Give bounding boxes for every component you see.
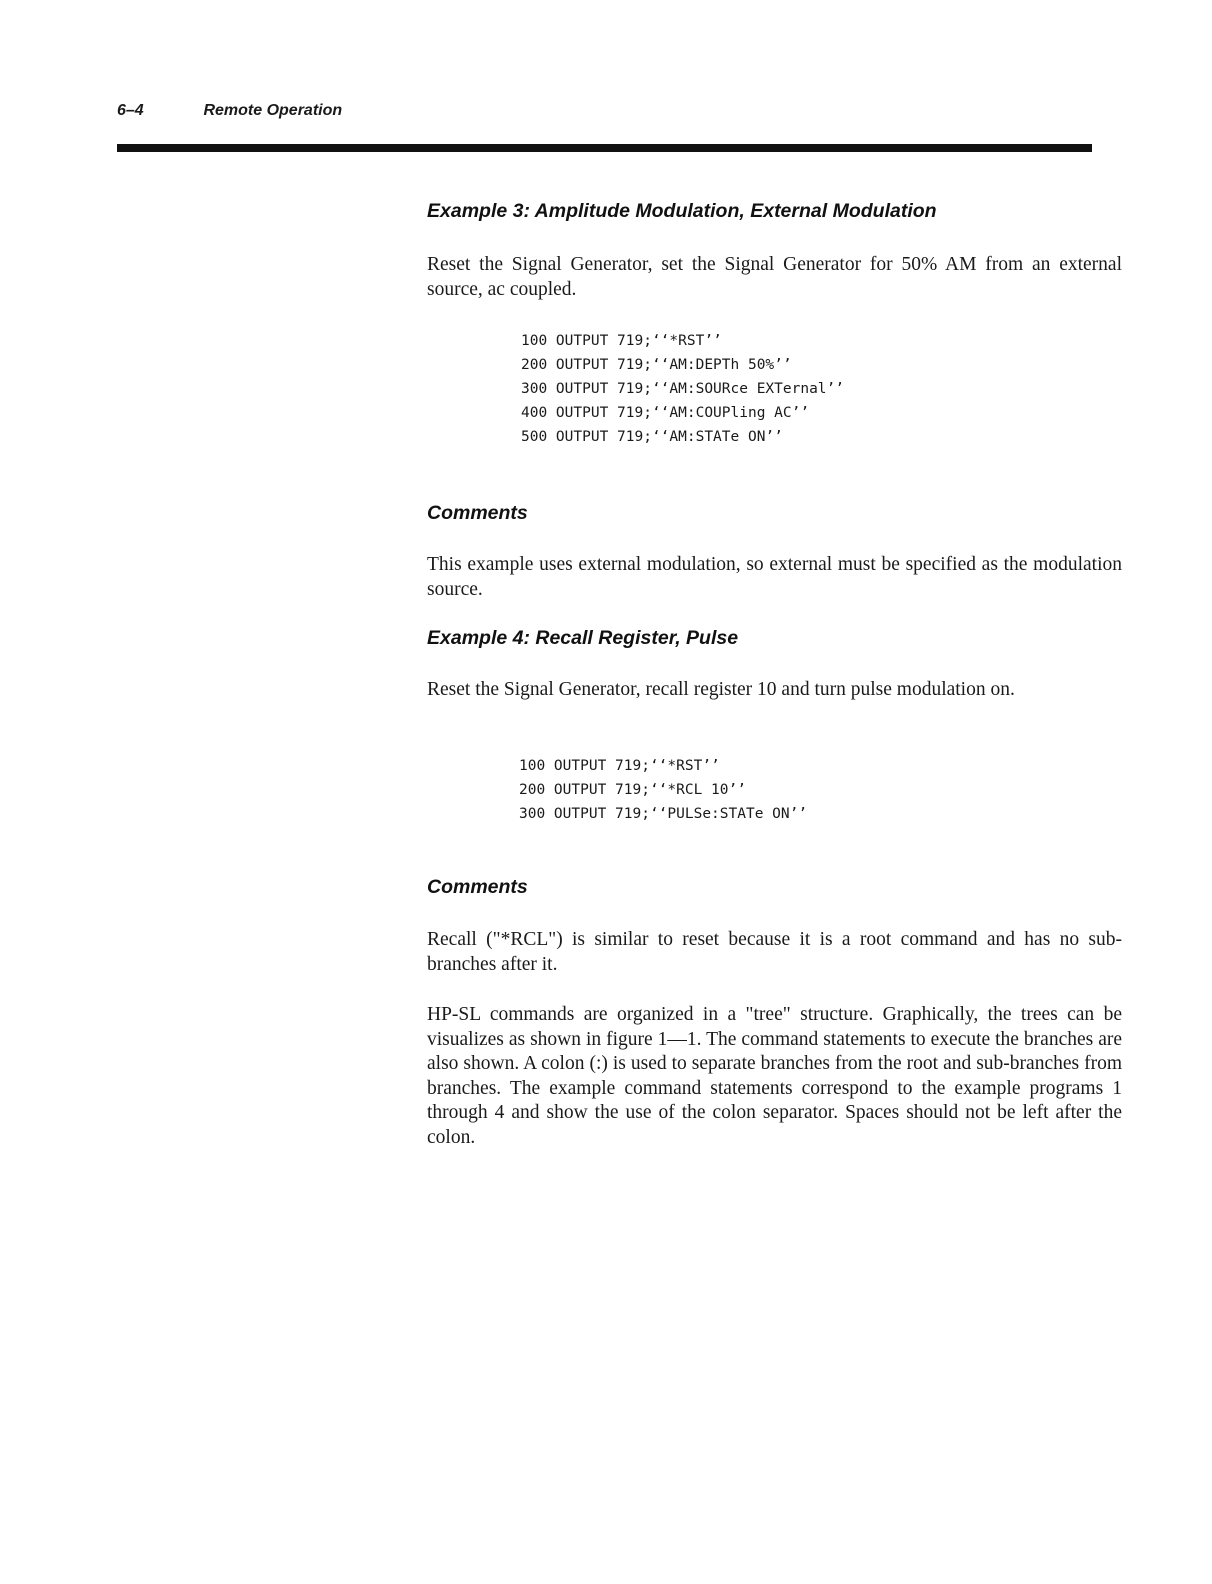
code-line: 200 OUTPUT 719;‘‘*RCL 10’’ — [519, 782, 746, 798]
example-3-comments-heading: Comments — [427, 502, 528, 524]
header-rule — [117, 144, 1092, 152]
code-line: 500 OUTPUT 719;‘‘AM:STATe ON’’ — [521, 429, 783, 445]
example-4-heading: Example 4: Recall Register, Pulse — [427, 627, 739, 649]
page-header — [117, 102, 342, 120]
example-3-heading: Example 3: Amplitude Modulation, External Modulation — [427, 200, 937, 222]
code-line: 300 OUTPUT 719;‘‘AM:SOURce EXTernal’’ — [521, 381, 845, 397]
example-4-comments-text: Recall ("*RCL") is similar to reset because it is a root command and has no sub-branches after it. — [427, 929, 1122, 975]
code-line: 100 OUTPUT 719;‘‘*RST’’ — [519, 758, 720, 774]
command-tree-paragraph: HP-SL commands are organized in a "tree" structure. Graphically, the trees can be visualizes as shown in figure 1—1. The command statements to execute the branches are also shown. A colon (:) is used to separate branches from the root and sub-branches from branches. The example command statements correspond to the example programs 1 through 4 and show the use of the colon separator. Spaces should not be left after the colon. — [427, 1004, 1122, 1148]
code-line: 300 OUTPUT 719;‘‘PULSe:STATe ON’’ — [519, 806, 808, 822]
example-4-comments-heading: Comments — [427, 876, 528, 898]
code-line: 200 OUTPUT 719;‘‘AM:DEPTh 50%’’ — [521, 357, 792, 373]
example-4-code — [519, 754, 807, 826]
code-line: 100 OUTPUT 719;‘‘*RST’’ — [521, 333, 722, 349]
example-3-description: Reset the Signal Generator, set the Signal Generator for 50% AM from an external source, ac coupled. — [427, 254, 1122, 300]
section-title: Remote Operation — [203, 102, 343, 119]
page-number: 6–4 — [117, 102, 144, 119]
example-4-description: Reset the Signal Generator, recall register 10 and turn pulse modulation on. — [427, 679, 1015, 700]
example-3-code — [521, 329, 844, 449]
example-3-comments-text: This example uses external modulation, so external must be specified as the modulation source. — [427, 554, 1122, 600]
code-line: 400 OUTPUT 719;‘‘AM:COUPling AC’’ — [521, 405, 810, 421]
